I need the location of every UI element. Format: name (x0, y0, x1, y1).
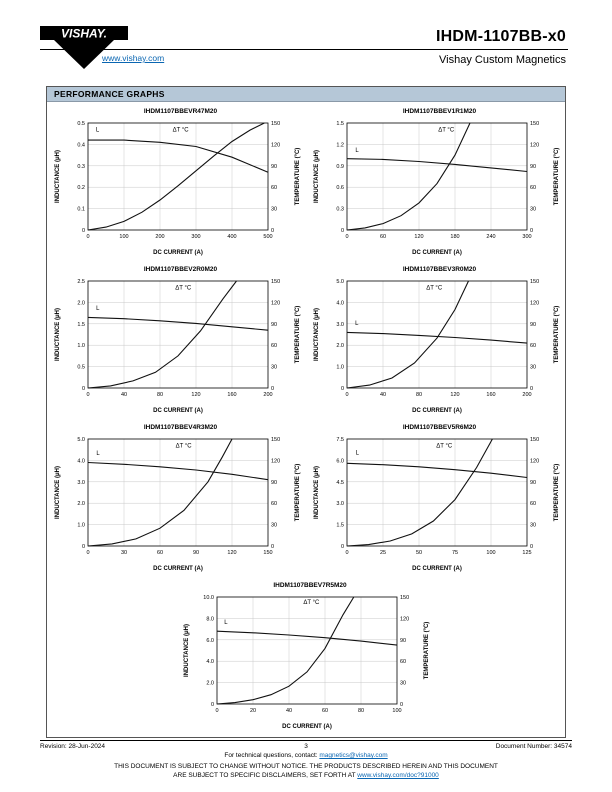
svg-text:0: 0 (81, 544, 85, 550)
performance-chart-2r0 (52, 266, 302, 414)
svg-text:INDUCTANCE (μH): INDUCTANCE (μH) (313, 466, 320, 519)
page-footer (40, 740, 572, 780)
chart-plot (311, 274, 561, 414)
svg-text:ΔT °C: ΔT °C (435, 443, 452, 450)
chart-title: IHDM1107BBEV2R0M20 (143, 266, 218, 273)
svg-text:L: L (224, 619, 228, 626)
performance-chart-4r3 (52, 424, 302, 572)
svg-text:90: 90 (529, 163, 536, 170)
svg-text:0: 0 (270, 228, 274, 234)
svg-text:60: 60 (321, 708, 329, 714)
svg-text:90: 90 (270, 163, 277, 170)
svg-text:0: 0 (340, 544, 344, 550)
svg-text:TEMPERATURE (°C): TEMPERATURE (°C) (294, 463, 301, 522)
svg-text:30: 30 (120, 550, 127, 556)
svg-text:0: 0 (85, 550, 90, 556)
svg-text:DC CURRENT (A): DC CURRENT (A) (152, 408, 203, 414)
svg-text:0: 0 (81, 228, 85, 234)
part-number-title: IHDM-1107BB-x0 (436, 28, 566, 45)
svg-text:150: 150 (529, 279, 539, 285)
svg-text:200: 200 (154, 234, 165, 240)
svg-text:120: 120 (270, 458, 280, 465)
svg-text:150: 150 (529, 437, 539, 443)
charts-grid (47, 102, 565, 730)
svg-text:TEMPERATURE (°C): TEMPERATURE (°C) (294, 305, 301, 364)
svg-text:0: 0 (270, 386, 274, 392)
svg-text:6.0: 6.0 (335, 458, 344, 465)
vishay-website-link[interactable]: www.vishay.com (102, 53, 165, 63)
svg-text:200: 200 (262, 392, 273, 398)
svg-text:0: 0 (344, 234, 349, 240)
svg-text:240: 240 (485, 234, 496, 240)
svg-text:60: 60 (529, 501, 536, 508)
svg-text:120: 120 (413, 234, 424, 240)
disclaimer-line2-text: ARE SUBJECT TO SPECIFIC DISCLAIMERS, SET FORTH AT (173, 772, 358, 780)
chart-title: IHDM1107BBEVR47M20 (143, 108, 218, 115)
svg-text:6.0: 6.0 (206, 637, 214, 644)
disclaimer-line1: THIS DOCUMENT IS SUBJECT TO CHANGE WITHOUT NOTICE. THE PRODUCTS DESCRIBED HEREIN AND THIS DOCUMENT (114, 763, 498, 770)
svg-text:50: 50 (415, 550, 422, 556)
svg-text:120: 120 (226, 550, 237, 556)
contact-email-link[interactable]: magnetics@vishay.com (319, 752, 388, 759)
svg-text:4.0: 4.0 (335, 300, 344, 307)
footer-divider (40, 740, 572, 741)
svg-text:3.0: 3.0 (335, 501, 344, 508)
svg-text:90: 90 (529, 321, 536, 328)
svg-text:0: 0 (215, 708, 219, 714)
svg-text:5.0: 5.0 (76, 437, 85, 443)
svg-text:90: 90 (529, 479, 536, 486)
svg-text:80: 80 (357, 708, 365, 714)
svg-text:0.9: 0.9 (335, 163, 344, 170)
svg-text:0.2: 0.2 (76, 185, 85, 192)
svg-text:60: 60 (270, 501, 277, 508)
svg-text:INDUCTANCE (μH): INDUCTANCE (μH) (313, 308, 320, 361)
svg-text:300: 300 (190, 234, 201, 240)
svg-text:0.3: 0.3 (76, 163, 85, 170)
svg-text:400: 400 (226, 234, 237, 240)
svg-text:40: 40 (379, 392, 386, 398)
chart-plot (181, 590, 431, 730)
svg-text:30: 30 (529, 206, 536, 213)
svg-text:0: 0 (340, 228, 344, 234)
svg-text:120: 120 (270, 142, 280, 149)
svg-text:3.0: 3.0 (335, 321, 344, 328)
svg-text:1.5: 1.5 (335, 522, 344, 529)
svg-text:2.0: 2.0 (206, 680, 214, 687)
svg-text:150: 150 (270, 437, 280, 443)
svg-text:4.0: 4.0 (76, 458, 85, 465)
chart-plot (52, 274, 302, 414)
performance-chart-3r0 (311, 266, 561, 414)
svg-text:150: 150 (529, 121, 539, 127)
svg-text:0.1: 0.1 (76, 206, 85, 213)
svg-text:0: 0 (85, 234, 90, 240)
svg-text:DC CURRENT (A): DC CURRENT (A) (411, 408, 462, 414)
svg-text:100: 100 (485, 550, 496, 556)
disclaimer-line2 (40, 771, 572, 780)
svg-text:25: 25 (379, 550, 386, 556)
svg-text:80: 80 (415, 392, 422, 398)
svg-text:200: 200 (521, 392, 532, 398)
svg-text:INDUCTANCE (μH): INDUCTANCE (μH) (54, 466, 61, 519)
svg-text:120: 120 (529, 142, 539, 149)
svg-text:10.0: 10.0 (203, 595, 214, 601)
svg-text:75: 75 (451, 550, 458, 556)
svg-text:30: 30 (270, 206, 277, 213)
svg-text:180: 180 (449, 234, 460, 240)
division-subtitle: Vishay Custom Magnetics (439, 54, 566, 66)
svg-text:150: 150 (400, 595, 410, 601)
svg-text:1.5: 1.5 (335, 121, 344, 127)
chart-title: IHDM1107BBEV7R5M20 (273, 582, 347, 589)
svg-text:2.0: 2.0 (76, 300, 85, 307)
svg-text:DC CURRENT (A): DC CURRENT (A) (152, 250, 203, 256)
svg-text:1.5: 1.5 (76, 321, 85, 328)
svg-text:300: 300 (521, 234, 532, 240)
svg-text:30: 30 (270, 364, 277, 371)
svg-text:100: 100 (118, 234, 129, 240)
svg-text:0: 0 (81, 386, 85, 392)
svg-text:60: 60 (156, 550, 163, 556)
vishay-logo-text: VISHAY. (60, 26, 108, 41)
svg-text:120: 120 (529, 300, 539, 307)
svg-text:160: 160 (485, 392, 496, 398)
svg-text:0: 0 (85, 392, 90, 398)
svg-text:120: 120 (190, 392, 201, 398)
svg-text:60: 60 (270, 185, 277, 192)
svg-text:30: 30 (529, 364, 536, 371)
svg-text:0: 0 (270, 544, 274, 550)
svg-text:DC CURRENT (A): DC CURRENT (A) (152, 566, 203, 572)
svg-text:60: 60 (400, 659, 407, 666)
svg-text:2.0: 2.0 (335, 343, 344, 350)
chart-plot (311, 116, 561, 256)
svg-text:90: 90 (270, 479, 277, 486)
svg-text:1.0: 1.0 (335, 364, 344, 371)
svg-text:L: L (354, 148, 359, 155)
performance-chart-1r1 (311, 108, 561, 256)
svg-text:90: 90 (400, 637, 407, 644)
svg-text:3.0: 3.0 (76, 479, 85, 486)
disclaimer (40, 762, 572, 780)
svg-text:ΔT °C: ΔT °C (175, 443, 192, 450)
svg-text:INDUCTANCE (μH): INDUCTANCE (μH) (184, 624, 190, 677)
contact-line (40, 752, 572, 759)
svg-text:INDUCTANCE (μH): INDUCTANCE (μH) (54, 150, 61, 203)
svg-text:20: 20 (249, 708, 257, 714)
svg-text:40: 40 (285, 708, 293, 714)
svg-text:TEMPERATURE (°C): TEMPERATURE (°C) (553, 463, 560, 522)
svg-text:60: 60 (379, 234, 386, 240)
performance-chart-7r5 (181, 582, 431, 730)
chart-plot (311, 432, 561, 572)
svg-text:0: 0 (529, 544, 533, 550)
svg-text:7.5: 7.5 (335, 437, 344, 443)
svg-text:0: 0 (529, 386, 533, 392)
svg-text:125: 125 (521, 550, 532, 556)
footer-row (40, 743, 572, 751)
svg-text:90: 90 (192, 550, 199, 556)
svg-text:5.0: 5.0 (335, 279, 344, 285)
svg-text:ΔT °C: ΔT °C (437, 127, 454, 134)
svg-text:0.4: 0.4 (76, 142, 85, 149)
chart-plot (52, 116, 302, 256)
svg-text:160: 160 (226, 392, 237, 398)
svg-text:0: 0 (340, 386, 344, 392)
header-divider (40, 49, 568, 50)
svg-text:0.5: 0.5 (76, 364, 85, 371)
svg-text:120: 120 (529, 458, 539, 465)
svg-text:0: 0 (344, 550, 349, 556)
svg-text:INDUCTANCE (μH): INDUCTANCE (μH) (313, 150, 320, 203)
svg-text:ΔT °C: ΔT °C (425, 285, 442, 292)
svg-text:1.2: 1.2 (335, 142, 344, 149)
svg-text:0: 0 (210, 702, 214, 708)
svg-text:150: 150 (270, 279, 280, 285)
svg-text:ΔT °C: ΔT °C (174, 285, 191, 292)
chart-title: IHDM1107BBEV4R3M20 (143, 424, 218, 431)
svg-text:DC CURRENT (A): DC CURRENT (A) (411, 566, 462, 572)
chart-title: IHDM1107BBEV5R6M20 (402, 424, 477, 431)
chart-title: IHDM1107BBEV1R1M20 (402, 108, 477, 115)
svg-text:TEMPERATURE (°C): TEMPERATURE (°C) (294, 147, 301, 206)
svg-text:2.5: 2.5 (76, 279, 85, 285)
svg-text:ΔT °C: ΔT °C (303, 600, 320, 607)
svg-text:80: 80 (156, 392, 163, 398)
page-number: 3 (304, 743, 308, 750)
svg-text:0: 0 (400, 702, 404, 708)
svg-text:120: 120 (449, 392, 460, 398)
performance-chart-r47 (52, 108, 302, 256)
svg-text:4.5: 4.5 (335, 479, 344, 486)
svg-text:L: L (95, 127, 99, 134)
svg-text:30: 30 (529, 522, 536, 529)
svg-text:2.0: 2.0 (76, 501, 85, 508)
svg-text:30: 30 (270, 522, 277, 529)
svg-text:L: L (95, 306, 99, 313)
svg-text:8.0: 8.0 (206, 616, 214, 623)
chart-plot (52, 432, 302, 572)
svg-text:120: 120 (270, 300, 280, 307)
svg-text:TEMPERATURE (°C): TEMPERATURE (°C) (424, 621, 430, 680)
svg-text:L: L (354, 320, 358, 327)
contact-text: For technical questions, contact: (224, 752, 320, 759)
performance-chart-5r6 (311, 424, 561, 572)
document-number: Document Number: 34574 (495, 743, 572, 750)
svg-text:0: 0 (529, 228, 533, 234)
svg-text:60: 60 (529, 343, 536, 350)
chart-title: IHDM1107BBEV3R0M20 (402, 266, 477, 273)
performance-graphs-box (46, 86, 566, 738)
svg-text:1.0: 1.0 (76, 343, 85, 350)
svg-text:30: 30 (400, 680, 407, 687)
svg-text:TEMPERATURE (°C): TEMPERATURE (°C) (553, 305, 560, 364)
svg-text:4.0: 4.0 (206, 659, 214, 666)
svg-text:DC CURRENT (A): DC CURRENT (A) (282, 724, 332, 730)
svg-text:150: 150 (270, 121, 280, 127)
svg-text:0.5: 0.5 (76, 121, 85, 127)
svg-text:120: 120 (400, 616, 410, 623)
svg-text:INDUCTANCE (μH): INDUCTANCE (μH) (54, 308, 61, 361)
svg-text:500: 500 (262, 234, 273, 240)
revision-text: Revision: 28-Jun-2024 (40, 743, 106, 750)
svg-text:60: 60 (529, 185, 536, 192)
section-header: PERFORMANCE GRAPHS (47, 87, 565, 102)
svg-text:1.0: 1.0 (76, 522, 85, 529)
svg-text:40: 40 (120, 392, 127, 398)
svg-text:TEMPERATURE (°C): TEMPERATURE (°C) (553, 147, 560, 206)
svg-text:0.6: 0.6 (335, 185, 344, 192)
svg-text:L: L (355, 450, 359, 457)
svg-text:0.3: 0.3 (335, 206, 344, 213)
svg-text:L: L (95, 451, 100, 457)
disclaimer-doc-link[interactable]: www.vishay.com/doc?91000 (357, 772, 439, 780)
svg-text:DC CURRENT (A): DC CURRENT (A) (411, 250, 462, 256)
svg-text:90: 90 (270, 321, 277, 328)
svg-text:150: 150 (262, 550, 273, 556)
svg-text:100: 100 (392, 708, 402, 714)
svg-text:ΔT °C: ΔT °C (172, 127, 189, 134)
svg-text:60: 60 (270, 343, 277, 350)
svg-text:0: 0 (344, 392, 349, 398)
